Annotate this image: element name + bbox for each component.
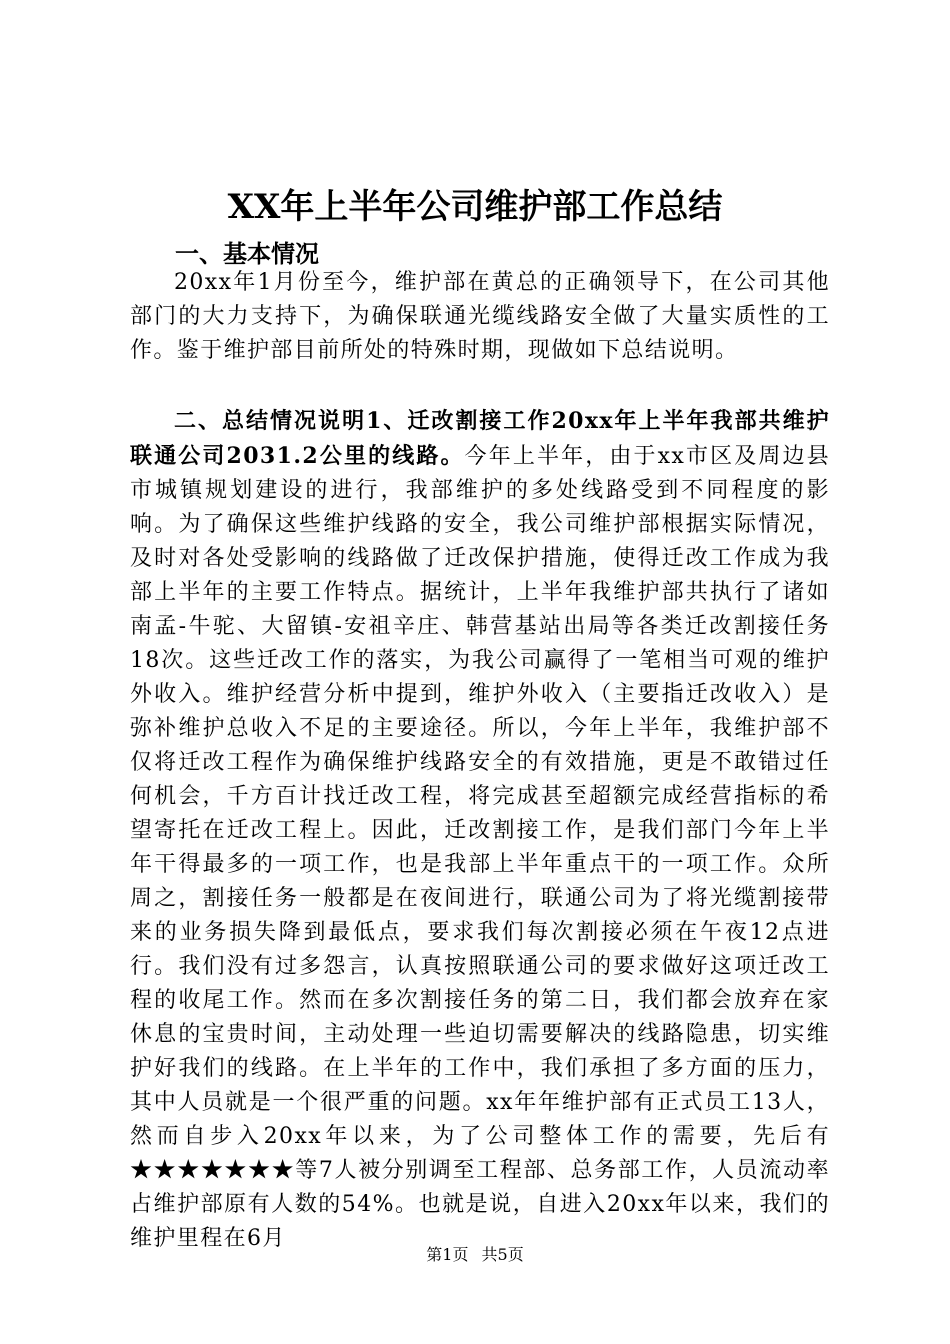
summary-heading-lead: 二、总结情况说明1、迁改割接工作20xx年上半年我部共维护联通公司2031.2公里的线路。 bbox=[130, 408, 830, 469]
page-footer bbox=[0, 1244, 950, 1266]
basic-situation-paragraph: 20xx年1月份至今，维护部在黄总的正确领导下，在公司其他部门的大力支持下，为确保联通光缆线路安全做了大量实质性的工作。鉴于维护部目前所处的特殊时期，现做如下总结说明。 bbox=[130, 270, 830, 363]
page-total: 共5页 bbox=[481, 1245, 524, 1264]
summary-body-text: 今年上半年，由于xx市区及周边县市城镇规划建设的进行，我部维护的多处线路受到不同程度的影响。为了确保这些维护线路的安全，我公司维护部根据实际情况，及时对各处受影响的线路做了迁改保护措施，使得迁改工作成为我部上半年的主要工作特点。据统计，上半年我维护部共执行了诸如南孟-牛驼、大留镇-安祖辛庄、韩营基站出局等各类迁改割接任务18次。这些迁改工作的落实，为我公司赢得了一笔相当可观的维护外收入。维护经营分析中提到，维护外收入（主要指迁改收入）是弥补维护总收入不足的主要途径。所以，今年上半年，我维护部不仅将迁改工程作为确保维护线路安全的有效措施，更是不敢错过任何机会，千方百计找迁改工程，将完成甚至超额完成经营指标的希望寄托在迁改工程上。因此，迁改割接工作，是我们部门今年上半年干得最多的一项工作，也是我部上半年重点干的一项工作。众所周之，割接任务一般都是在夜间进行，联通公司为了将光缆割接带来的业务损失降到最低点，要求我们每次割接必须在午夜12点进行。我们没有过多怨言，认真按照联通公司的要求做好这项迁改工程的收尾工作。然而在多次割接任务的第二日，我们都会放弃在家休息的宝贵时间，主动处理一些迫切需要解决的线路隐患，切实维护好我们的线路。在上半年的工作中，我们承担了多方面的压力，其中人员就是一个很严重的问题。xx年年维护部有正式员工13人，然而自步入20xx年以来，为了公司整体工作的需要，先后有★★★★★★★等7人被分别调至工程部、总务部工作，人员流动率占维护部原有人数的54%。也就是说，自进入20xx年以来，我们的维护里程在6月 bbox=[130, 444, 830, 1251]
document-title: XX年上半年公司维护部工作总结 bbox=[227, 187, 723, 227]
page-number: 第1页 bbox=[426, 1245, 469, 1264]
summary-paragraph bbox=[130, 404, 830, 1256]
section-heading-basic-situation: 一、基本情况 bbox=[175, 239, 319, 268]
